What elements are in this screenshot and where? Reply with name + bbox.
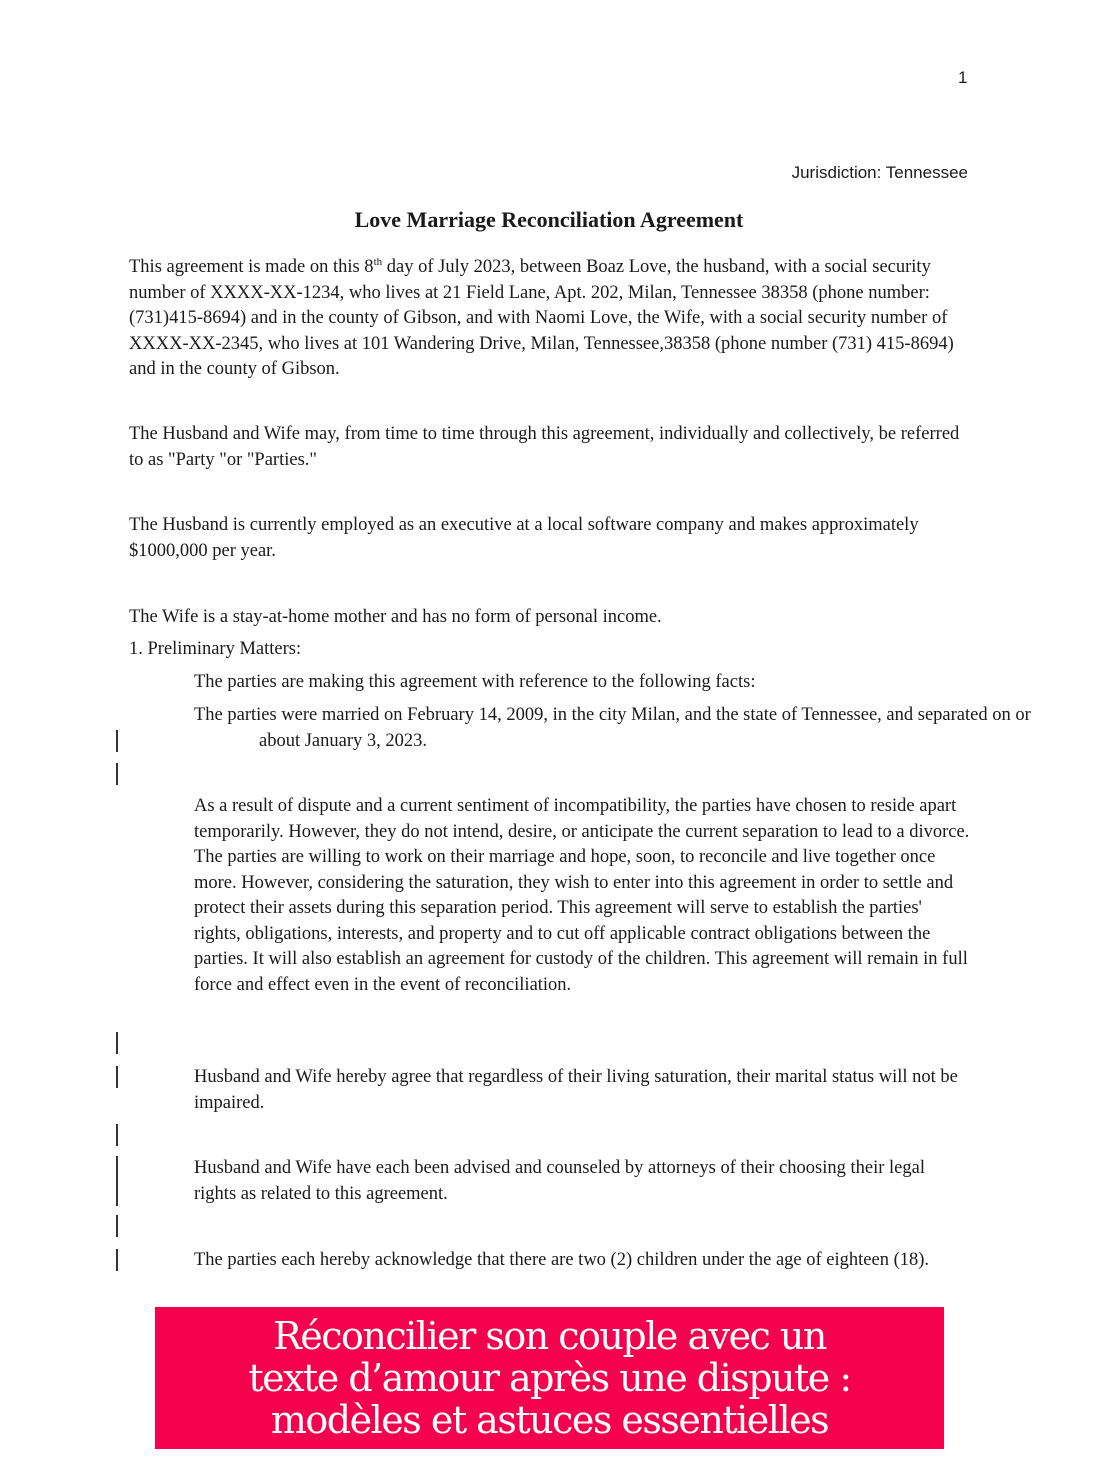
banner-title-line: texte d’amour après une dispute :: [248, 1356, 851, 1400]
husband-income-paragraph: The Husband is currently employed as an executive at a local software company and makes approximately $1000,000 per year.: [129, 515, 919, 561]
wife-income-paragraph: The Wife is a stay-at-home mother and has no form of personal income.: [129, 607, 662, 627]
revision-bar: [116, 1215, 118, 1237]
banner-title-line: Réconcilier son couple avec un: [273, 1314, 826, 1358]
revision-bar: [116, 1124, 118, 1146]
revision-bar: [116, 1066, 118, 1088]
revision-bar: [116, 1249, 118, 1271]
parties-reference-paragraph: The Husband and Wife may, from time to time through this agreement, individually and collectively, be referred to as "Party "or "Parties.": [129, 424, 960, 470]
marital-status-paragraph: Husband and Wife hereby agree that regardless of their living saturation, their marital status will not be impaired.: [194, 1067, 958, 1113]
revision-bar: [116, 730, 118, 752]
revision-bar: [116, 763, 118, 785]
marriage-date-paragraph: The parties were married on February 14, 2009, in the city Milan, and the state of Tennessee, and separated on or about January 3, 2023.: [194, 705, 1031, 751]
page-number: 1: [958, 68, 968, 87]
revision-bar: [116, 1032, 118, 1054]
article-title-banner: [155, 1307, 944, 1449]
ordinal-suffix: th: [373, 255, 383, 268]
counsel-paragraph: Husband and Wife have each been advised and counseled by attorneys of their choosing their legal rights as related to this agreement.: [194, 1158, 925, 1204]
facts-intro-paragraph: The parties are making this agreement with reference to the following facts:: [194, 672, 756, 692]
intro-text-rest: day of July 2023, between Boaz Love, the husband, with a social security number of XXXX-XX-1234, who lives at 21 Field Lane, Apt. 202, Milan, Tennessee 38358 (phone number: (731)415-8694) and in the county of Gibson, and with Naomi Love, the Wife, with a social security number of XXXX-XX-2345, who lives at 101 Wandering Drive, Milan, Tennessee,38358 (phone number (731) 415-8694) and in the county of Gibson.: [129, 257, 954, 379]
revision-bar: [116, 1156, 118, 1206]
section-heading-preliminary: 1. Preliminary Matters:: [129, 639, 302, 659]
children-paragraph: The parties each hereby acknowledge that there are two (2) children under the age of eighteen (18).: [194, 1250, 930, 1270]
intro-paragraph: [129, 255, 969, 383]
jurisdiction-label: Jurisdiction: Tennessee: [791, 163, 968, 182]
banner-title-line: modèles et astuces essentielles: [270, 1398, 829, 1442]
dispute-paragraph: As a result of dispute and a current sentiment of incompatibility, the parties have chosen to reside apart temporarily. However, they do not intend, desire, or anticipate the current separation to lead to a divorce. The parties are willing to work on their marriage and hope, soon, to reconcile and live together once more. However, considering the saturation, they wish to enter into this agreement in order to settle and protect their assets during this separation period. This agreement will serve to establish the parties' rights, obligations, interests, and property and to cut off applicable contract obligations between the parties. It will also establish an agreement for custody of the children. This agreement will remain in full force and effect even in the event of reconciliation.: [194, 796, 970, 995]
document-title: Love Marriage Reconciliation Agreement: [354, 207, 744, 232]
intro-text-start: This agreement is made on this 8: [129, 257, 374, 277]
